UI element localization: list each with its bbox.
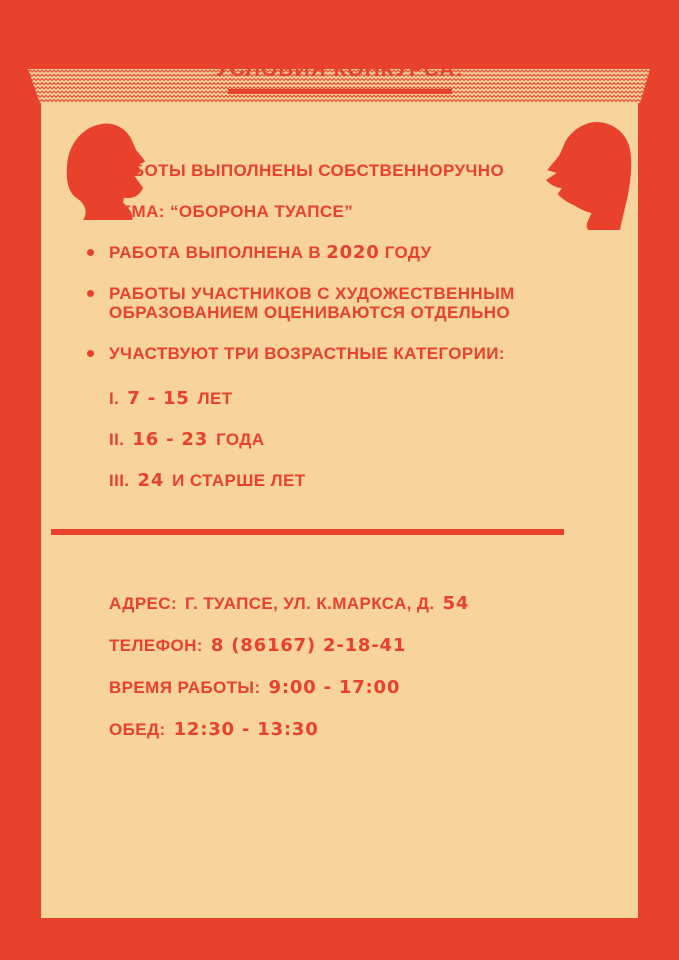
condition-item bbox=[87, 161, 565, 180]
condition-item bbox=[87, 344, 565, 363]
contact-address bbox=[109, 594, 469, 613]
bullet-icon bbox=[87, 167, 94, 174]
address-label: АДРЕС: bbox=[109, 594, 178, 613]
age-numeral: II. bbox=[109, 430, 125, 449]
address-value: Г. ТУАПСЕ, УЛ. К.МАРКСА, Д. bbox=[185, 594, 435, 613]
contact-hours bbox=[109, 678, 469, 697]
title-block bbox=[0, 58, 679, 94]
age-suffix: ЛЕТ bbox=[197, 389, 233, 408]
age-numeral: I. bbox=[109, 389, 120, 408]
age-category-item bbox=[109, 471, 305, 490]
age-category-item bbox=[109, 430, 305, 449]
condition-text: ТЕМА: “ОБОРОНА ТУАПСЕ” bbox=[109, 202, 354, 221]
condition-year: 2020 bbox=[326, 242, 380, 263]
condition-text-segment: РАБОТА ВЫПОЛНЕНА В bbox=[109, 243, 322, 262]
condition-item bbox=[87, 202, 565, 221]
condition-item bbox=[87, 243, 565, 262]
title-underline bbox=[228, 89, 452, 94]
page-title: УСЛОВИЯ КОНКУРСА: bbox=[215, 58, 464, 81]
bullet-icon bbox=[87, 290, 94, 297]
condition-text bbox=[109, 243, 432, 262]
phone-label: ТЕЛЕФОН: bbox=[109, 636, 203, 655]
condition-text: РАБОТЫ ВЫПОЛНЕНЫ СОБСТВЕННОРУЧНО bbox=[109, 161, 505, 180]
contact-phone bbox=[109, 636, 469, 655]
age-range: 16 - 23 bbox=[132, 429, 209, 450]
age-range: 24 bbox=[137, 470, 165, 491]
section-divider bbox=[51, 529, 564, 535]
age-category-item bbox=[109, 389, 305, 408]
age-numeral: III. bbox=[109, 471, 130, 490]
contact-lunch bbox=[109, 720, 469, 739]
bullet-icon bbox=[87, 208, 94, 215]
lunch-label: ОБЕД: bbox=[109, 720, 166, 739]
hours-value: 9:00 - 17:00 bbox=[268, 677, 401, 698]
age-suffix: И СТАРШЕ ЛЕТ bbox=[172, 471, 306, 490]
condition-text: РАБОТЫ УЧАСТНИКОВ С ХУДОЖЕСТВЕННЫМ ОБРАЗОВАНИЕМ ОЦЕНИВАЮТСЯ ОТДЕЛЬНО bbox=[109, 284, 515, 322]
age-range: 7 - 15 bbox=[127, 388, 190, 409]
phone-number: 8 (86167) 2-18-41 bbox=[210, 635, 407, 656]
condition-item bbox=[87, 284, 565, 322]
bullet-icon bbox=[87, 350, 94, 357]
hours-label: ВРЕМЯ РАБОТЫ: bbox=[109, 678, 261, 697]
conditions-list bbox=[87, 161, 565, 385]
condition-text: УЧАСТВУЮТ ТРИ ВОЗРАСТНЫЕ КАТЕГОРИИ: bbox=[109, 344, 505, 363]
lunch-value: 12:30 - 13:30 bbox=[173, 719, 319, 740]
address-number: 54 bbox=[442, 593, 470, 614]
age-suffix: ГОДА bbox=[216, 430, 265, 449]
condition-text-segment: ГОДУ bbox=[384, 243, 432, 262]
bullet-icon bbox=[87, 249, 94, 256]
age-categories-list bbox=[109, 389, 305, 512]
contact-block bbox=[109, 594, 469, 762]
